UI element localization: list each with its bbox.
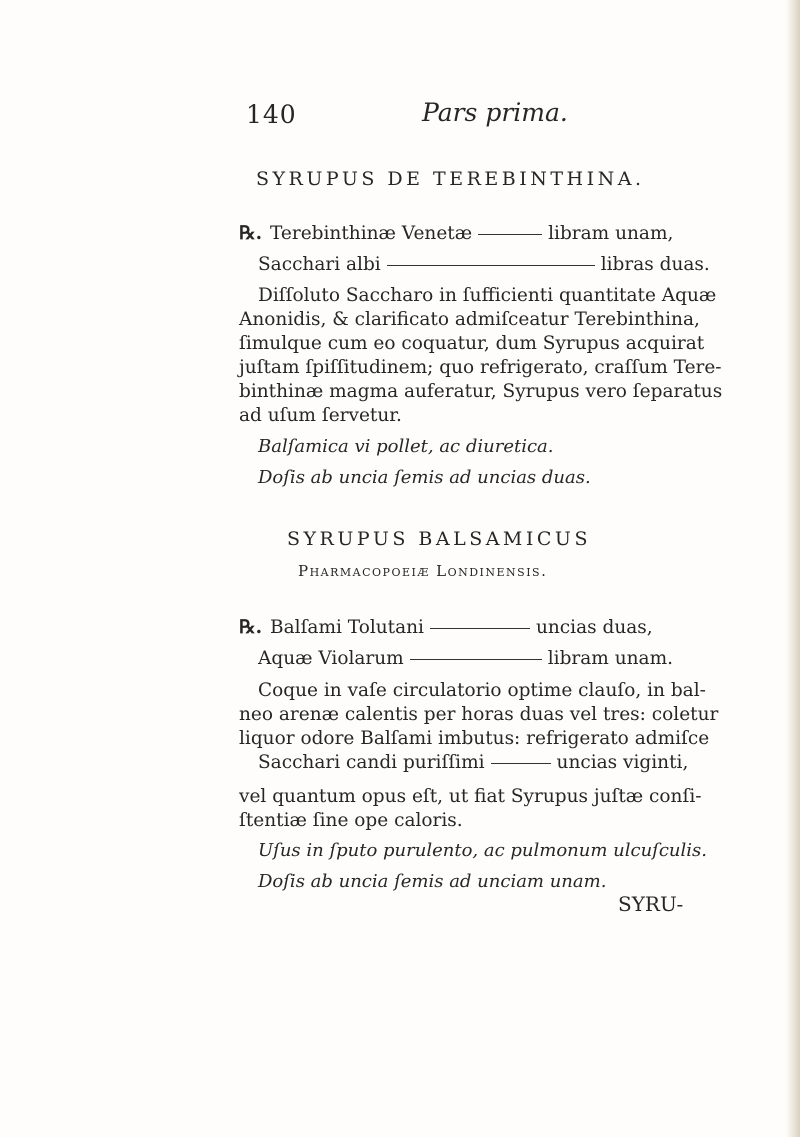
recipe1-text-line: Diſſoluto Saccharo in ſufficienti quantitate Aquæ [258,285,717,306]
recipe1-virtue: Balſamica vi pollet, ac diuretica. [258,436,554,457]
page-edge-shadow [786,0,800,1137]
dash-rule [491,763,551,764]
recipe2-text-line: Coque in vaſe circulatorio optime clauſo, in bal- [258,680,706,701]
recipe2-title: SYRUPUS BALSAMICUS [287,528,591,550]
recipe2-text-line: neo arenæ calentis per horas duas vel tres: coletur [239,704,719,725]
ingredient-name: Aquæ Violarum [258,648,404,669]
recipe1-ingredient-2 [258,254,710,275]
recipe2-dose: Doſis ab uncia ſemis ad unciam unam. [258,871,607,892]
dash-rule [478,234,542,235]
ingredient-name: Balſami Tolutani [270,617,424,638]
ingredient-name: Sacchari albi [258,254,381,275]
dash-rule [430,628,530,629]
recipe-symbol-icon: ℞. [239,223,263,244]
recipe2-ingredient-1 [239,617,653,638]
ingredient-name: Terebinthinæ Venetæ [270,223,473,244]
recipe1-text-line: ad uſum ſervetur. [239,405,402,426]
dash-rule [410,659,542,660]
ingredient-quantity: libras duas. [600,254,710,275]
recipe2-subtitle: Pharmacopoeiæ Londinensis. [298,562,548,580]
dash-rule [387,265,595,266]
recipe1-text-line: juſtam ſpiſſitudinem; quo refrigerato, craſſum Tere- [239,357,722,378]
ingredient-quantity: libram unam, [548,223,674,244]
recipe2-text-line: liquor odore Balſami imbutus: refrigerato admiſce [239,728,710,749]
recipe2-text-line: vel quantum opus eſt, ut fiat Syrupus juſtæ conſi- [239,786,702,807]
ingredient-quantity: uncias duas, [535,617,653,638]
recipe2-ingredient-2 [258,648,673,669]
ingredient-quantity: uncias viginti, [556,752,689,773]
running-title: Pars prima. [422,98,568,127]
recipe2-text-line: ſtentiæ ſine ope caloris. [239,810,463,831]
recipe2-use: Uſus in ſputo purulento, ac pulmonum ulcuſculis. [258,840,707,861]
page-number: 140 [246,100,297,129]
ingredient-quantity: libram unam. [547,648,673,669]
recipe-symbol-icon: ℞. [239,617,263,638]
recipe1-title: SYRUPUS DE TEREBINTHINA. [256,168,645,190]
recipe1-text-line: ſimulque cum eo coquatur, dum Syrupus acquirat [239,333,705,354]
recipe1-dose: Doſis ab uncia ſemis ad uncias duas. [258,467,591,488]
catchword: SYRU- [618,892,684,916]
ingredient-name: Sacchari candi puriſſimi [258,752,485,773]
recipe2-ingredient-3 [258,752,688,773]
recipe1-ingredient-1 [239,223,673,244]
recipe1-text-line: Anonidis, & clarificato admiſceatur Terebinthina, [239,309,700,330]
recipe1-text-line: binthinæ magma auferatur, Syrupus vero ſeparatus [239,381,723,402]
